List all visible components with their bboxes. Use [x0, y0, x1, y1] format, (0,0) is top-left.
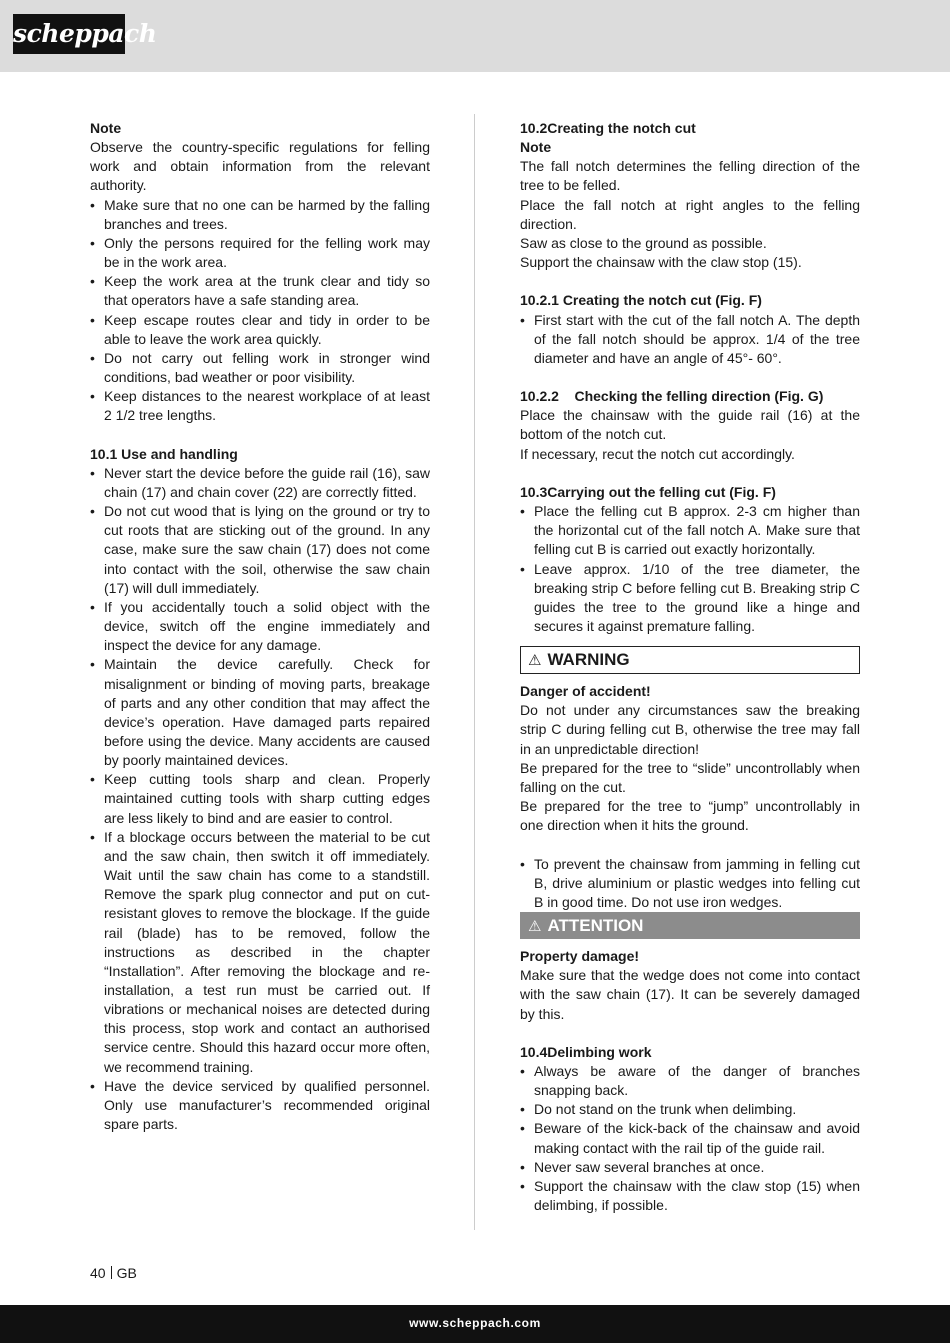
list-item: • To prevent the chainsaw from jamming in felling cut B, drive aluminium or plastic wedges into felling cut B in good time. Do not use iron wedges. [520, 855, 860, 912]
paragraph: Place the chainsaw with the guide rail (16) at the bottom of the notch cut. [520, 407, 860, 443]
list-item: • If a blockage occurs between the material to be cut and the saw chain, then switch it off immediately. Wait until the saw chain has come to a standstill. Remove the spark plug connector and put on cut-resistant gloves to remove the blockage. If the guide rail (blade) has to be removed, follow the instructions as described in the chapter “Installation”. After removing the blockage and re-installation, a test run must be carried out. If vibrations or mechanical noises are detected during this process, stop work and contact an authorised service centre. Should this hazard occur more often, we recommend training. [90, 828, 430, 1077]
paragraph: Do not under any circumstances saw the breaking strip C during felling cut B, otherwise the tree may fall in an unpredictable direction! [520, 702, 860, 757]
section-heading-10-2: 10.2Creating the notch cut [520, 120, 696, 136]
attention-box [520, 912, 860, 939]
page-number-separator [111, 1266, 112, 1279]
section-heading-10-1: 10.1 Use and handling [90, 445, 238, 462]
list-item: • Never saw several branches at once. [520, 1158, 860, 1177]
language-code: GB [116, 1265, 137, 1281]
list-item: • If you accidentally touch a solid object with the device, switch off the engine immediately and inspect the device for any damage. [90, 598, 430, 655]
paragraph: Be prepared for the tree to “jump” uncontrollably in one direction when it hits the ground. [520, 798, 860, 834]
section-heading-10-3: 10.3Carrying out the felling cut (Fig. F) [520, 483, 776, 500]
list-item: • Keep the work area at the trunk clear and tidy so that operators have a safe standing area. [90, 272, 430, 310]
page-number [90, 1264, 137, 1283]
paragraph: Saw as close to the ground as possible. [520, 234, 767, 251]
paragraph: If necessary, recut the notch cut accordingly. [520, 445, 795, 462]
list-item: • Do not stand on the trunk when delimbing. [520, 1100, 860, 1119]
website-link[interactable]: www.scheppach.com [409, 1316, 541, 1330]
list-item: • Keep distances to the nearest workplace of at least 2 1/2 tree lengths. [90, 387, 430, 425]
wedge-bullet-list [520, 855, 860, 912]
note-heading: Note [520, 139, 552, 156]
note-text: Observe the country-specific regulations for felling work and obtain information from the relevant authority. [90, 139, 430, 194]
right-column [520, 119, 860, 1215]
paragraph: Place the fall notch at right angles to the felling direction. [520, 196, 860, 232]
list-item: • Make sure that no one can be harmed by the falling branches and trees. [90, 196, 430, 234]
felling-bullet-list [520, 502, 860, 636]
note-heading: Note [90, 120, 122, 136]
paragraph: Be prepared for the tree to “slide” uncontrollably when falling on the cut. [520, 759, 860, 795]
list-item: • Only the persons required for the felling work may be in the work area. [90, 234, 430, 272]
paragraph: Make sure that the wedge does not come into contact with the saw chain (17). It can be severely damaged by this. [520, 967, 860, 1022]
attention-label: ATTENTION [547, 916, 644, 936]
list-item: • Keep cutting tools sharp and clean. Properly maintained cutting tools with sharp cutting edges are less likely to bind and are easier to control. [90, 770, 430, 827]
paragraph: Support the chainsaw with the claw stop (15). [520, 254, 802, 271]
section-heading-10-2-2: 10.2.2 Checking the felling direction (Fig. G) [520, 388, 824, 405]
brand-logo: scheppach [13, 14, 125, 54]
warning-triangle-icon: ⚠ [528, 918, 542, 936]
list-item: • Place the felling cut B approx. 2-3 cm higher than the horizontal cut of the fall notch A. Make sure that felling cut B is carried out exactly horizontally. [520, 502, 860, 559]
list-item: • Support the chainsaw with the claw stop (15) when delimbing, if possible. [520, 1177, 860, 1215]
notch-bullet-list [520, 311, 860, 368]
list-item: • Have the device serviced by qualified personnel. Only use manufacturer’s recommended original spare parts. [90, 1077, 430, 1134]
page-number-value: 40 [90, 1265, 106, 1281]
warning-triangle-icon: ⚠ [528, 652, 542, 670]
list-item: • Maintain the device carefully. Check for misalignment or binding of moving parts, breakage of parts and any other condition that may affect the device’s operation. Have damaged parts repaired before using the device. Many accidents are caused by poorly maintained devices. [90, 655, 430, 770]
list-item: • Never start the device before the guide rail (16), saw chain (17) and chain cover (22) are correctly fitted. [90, 464, 430, 502]
list-item: • Beware of the kick-back of the chainsaw and avoid making contact with the rail tip of the guide rail. [520, 1119, 860, 1157]
header-bar [0, 0, 950, 72]
list-item: • Do not cut wood that is lying on the ground or try to cut roots that are sticking out of the ground. In any case, make sure the saw chain (17) does not come into contact with the soil, otherwise the saw chain (17) will dull immediately. [90, 502, 430, 598]
list-item: • Leave approx. 1/10 of the tree diameter, the breaking strip C before felling cut B. Breaking strip C guides the tree to the ground like a hinge and secures it against premature falling. [520, 560, 860, 637]
section-heading-10-2-1: 10.2.1 Creating the notch cut (Fig. F) [520, 292, 762, 309]
list-item: • Always be aware of the danger of branches snapping back. [520, 1062, 860, 1100]
column-divider [474, 114, 475, 1230]
attention-title: Property damage! [520, 948, 640, 965]
footer-bar [0, 1305, 950, 1343]
section-heading-10-4: 10.4Delimbing work [520, 1043, 652, 1060]
list-item: • Do not carry out felling work in stronger wind conditions, bad weather or poor visibility. [90, 349, 430, 387]
list-item: • First start with the cut of the fall notch A. The depth of the fall notch should be approx. 1/4 of the tree diameter and have an angle of 45°- 60°. [520, 311, 860, 368]
warning-label: WARNING [547, 650, 630, 670]
left-column [90, 119, 430, 1134]
paragraph: The fall notch determines the felling direction of the tree to be felled. [520, 158, 860, 194]
warning-title: Danger of accident! [520, 683, 651, 700]
delimbing-bullet-list [520, 1062, 860, 1215]
use-bullet-list [90, 464, 430, 1134]
note-bullet-list [90, 196, 430, 426]
warning-box [520, 646, 860, 674]
list-item: • Keep escape routes clear and tidy in order to be able to leave the work area quickly. [90, 311, 430, 349]
